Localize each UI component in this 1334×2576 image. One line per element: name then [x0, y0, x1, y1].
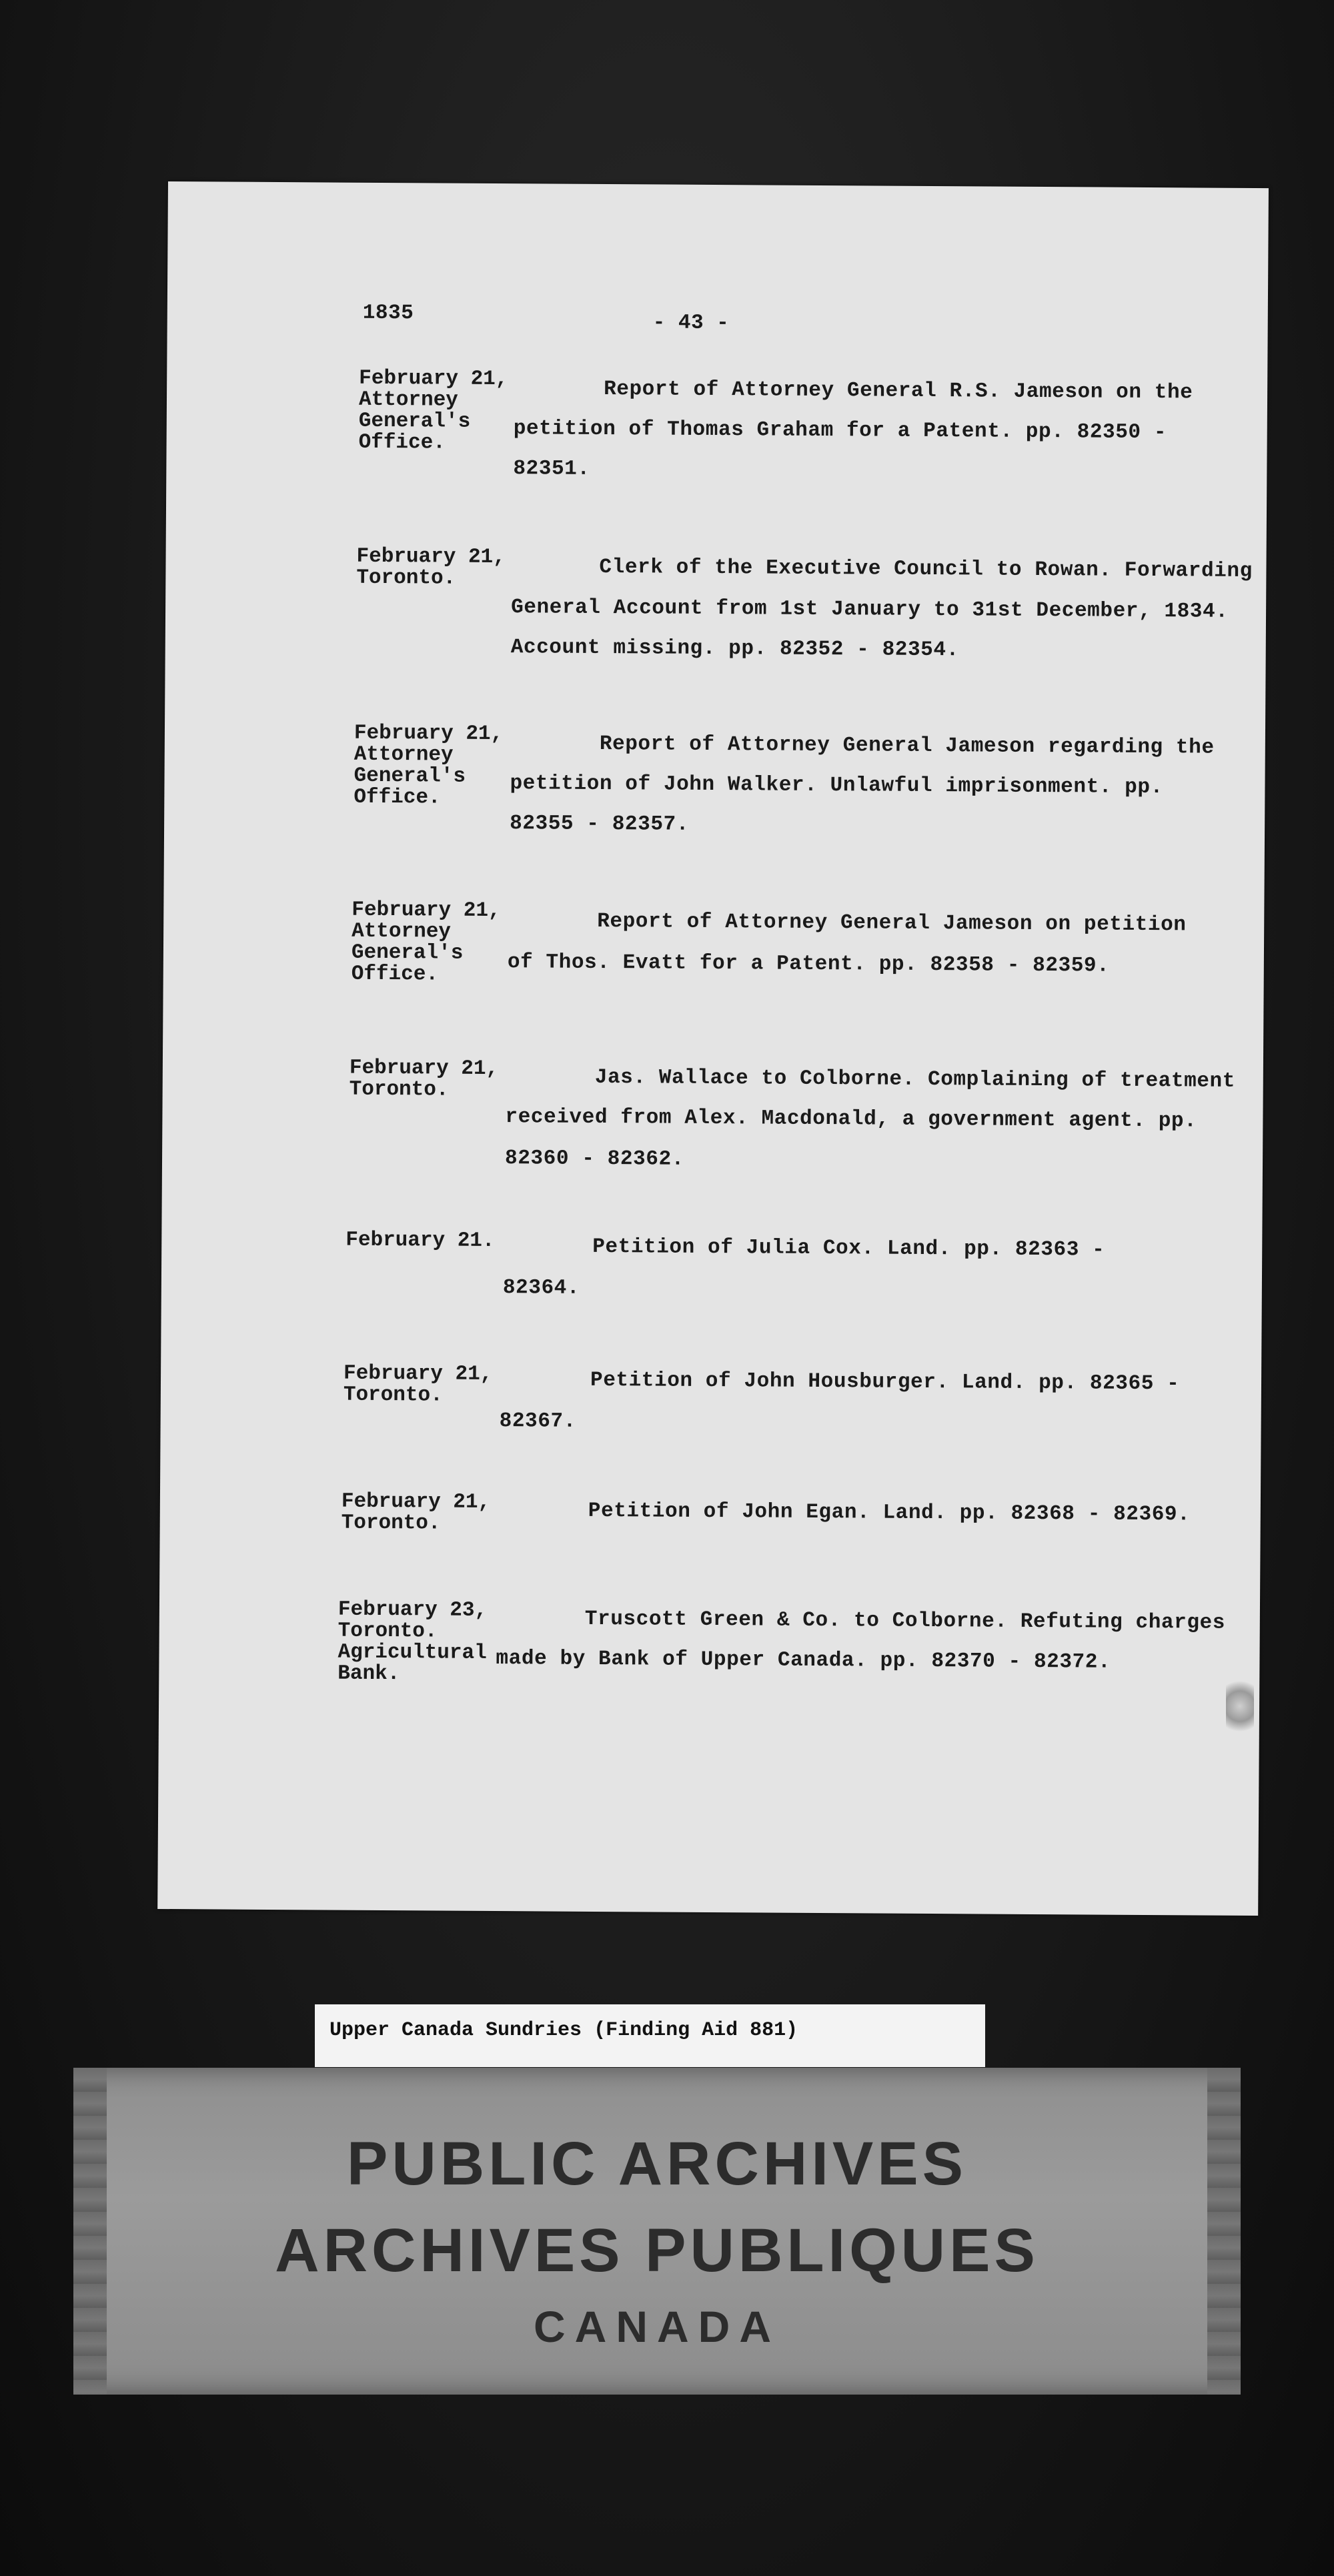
finding-aid-label	[315, 2004, 985, 2067]
entry-text-line: received from Alex. Macdonald, a government agent. pp.	[505, 1105, 1197, 1133]
entry-date-place	[344, 1363, 493, 1407]
entry-text-line: General Account from 1st January to 31st December, 1834.	[511, 596, 1229, 624]
entry-text-line: Report of Attorney General Jameson on petition	[597, 909, 1187, 937]
entry-text-line: Petition of Julia Cox. Land. pp. 82363 -	[592, 1235, 1105, 1262]
entry-text-line: Jas. Wallace to Colborne. Complaining of treatment	[594, 1065, 1236, 1093]
entry-place-line: Agricultural	[338, 1640, 487, 1665]
entry-place-line: General's	[351, 940, 464, 965]
stamp-line-french: ARCHIVES PUBLIQUES	[275, 2216, 1039, 2285]
entry-date-place	[350, 1058, 499, 1101]
entry-text-line: Clerk of the Executive Council to Rowan. Forwarding	[599, 555, 1253, 583]
entry-date: February 23,	[338, 1597, 488, 1622]
entry-text-line: 82364.	[502, 1276, 580, 1300]
entry-date: February 21,	[349, 1056, 499, 1081]
entry-date: February 21,	[343, 1361, 493, 1387]
entry-date-place	[346, 1230, 494, 1252]
entry-text-line: petition of Thomas Graham for a Patent. pp. 82350 -	[513, 417, 1167, 445]
entry-place-line: Toronto.	[343, 1383, 443, 1407]
entry-place-line: Toronto.	[341, 1511, 441, 1535]
stamp-line-country: CANADA	[534, 2302, 780, 2351]
page-number: - 43 -	[652, 311, 730, 336]
entry-text-line: Petition of John Egan. Land. pp. 82368 - 82369.	[588, 1499, 1191, 1527]
entry-date-place	[354, 723, 503, 809]
entry-date: February 21,	[341, 1489, 491, 1514]
typed-page	[157, 181, 1269, 1916]
entry-date: February 21,	[352, 898, 501, 923]
entry-place-line: Toronto.	[356, 566, 456, 590]
entry-place-line: Attorney	[358, 388, 458, 412]
entry-text-line: Report of Attorney General Jameson regarding the	[599, 732, 1215, 760]
entry-date-place	[356, 546, 506, 590]
entry-text-line: Report of Attorney General R.S. Jameson on the	[604, 377, 1193, 405]
entry-place-line: Attorney	[352, 919, 452, 944]
entry-text-line: 82351.	[513, 457, 590, 481]
entry-place-line: Attorney	[354, 742, 454, 767]
entry-date: February 21.	[346, 1228, 495, 1253]
finding-aid-text: Upper Canada Sundries (Finding Aid 881)	[329, 2019, 798, 2042]
year: 1835	[362, 301, 414, 326]
entry-place-line: General's	[358, 409, 471, 434]
entry-date-place	[338, 1599, 487, 1686]
entry-text-line: 82367.	[499, 1409, 576, 1433]
entry-date-place	[342, 1491, 491, 1535]
entry-place-line: Office.	[351, 962, 439, 987]
entry-date: February 21,	[359, 366, 508, 392]
entry-text-line: 82355 - 82357.	[510, 812, 690, 836]
entry-date: February 21,	[354, 721, 504, 746]
entry-text-line: 82360 - 82362.	[504, 1147, 685, 1171]
entry-text-line: Account missing. pp. 82352 - 82354.	[510, 636, 959, 662]
entry-text-line: of Thos. Evatt for a Patent. pp. 82358 - 82359.	[507, 950, 1110, 978]
entry-text-line: petition of John Walker. Unlawful imprisonment. pp.	[510, 772, 1163, 800]
entry-place-line: Toronto.	[349, 1077, 449, 1102]
paper-stain	[1226, 1676, 1254, 1737]
entry-text-line: made by Bank of Upper Canada. pp. 82370 - 82372.	[496, 1647, 1111, 1674]
entry-date-place	[359, 368, 508, 454]
entry-text-line: Petition of John Housburger. Land. pp. 82365 -	[590, 1368, 1180, 1396]
stamp-line-english: PUBLIC ARCHIVES	[347, 2130, 967, 2198]
entry-date-place	[352, 900, 501, 986]
archives-stamp	[73, 2068, 1241, 2395]
entry-place-line: General's	[354, 764, 466, 788]
entry-place-line: Bank.	[338, 1662, 400, 1686]
entry-text-line: Truscott Green & Co. to Colborne. Refuting charges	[584, 1607, 1226, 1635]
entry-place-line: Office.	[358, 430, 446, 455]
entry-place-line: Toronto.	[338, 1619, 438, 1644]
entry-date: February 21,	[356, 544, 506, 570]
entry-place-line: Office.	[354, 785, 441, 810]
